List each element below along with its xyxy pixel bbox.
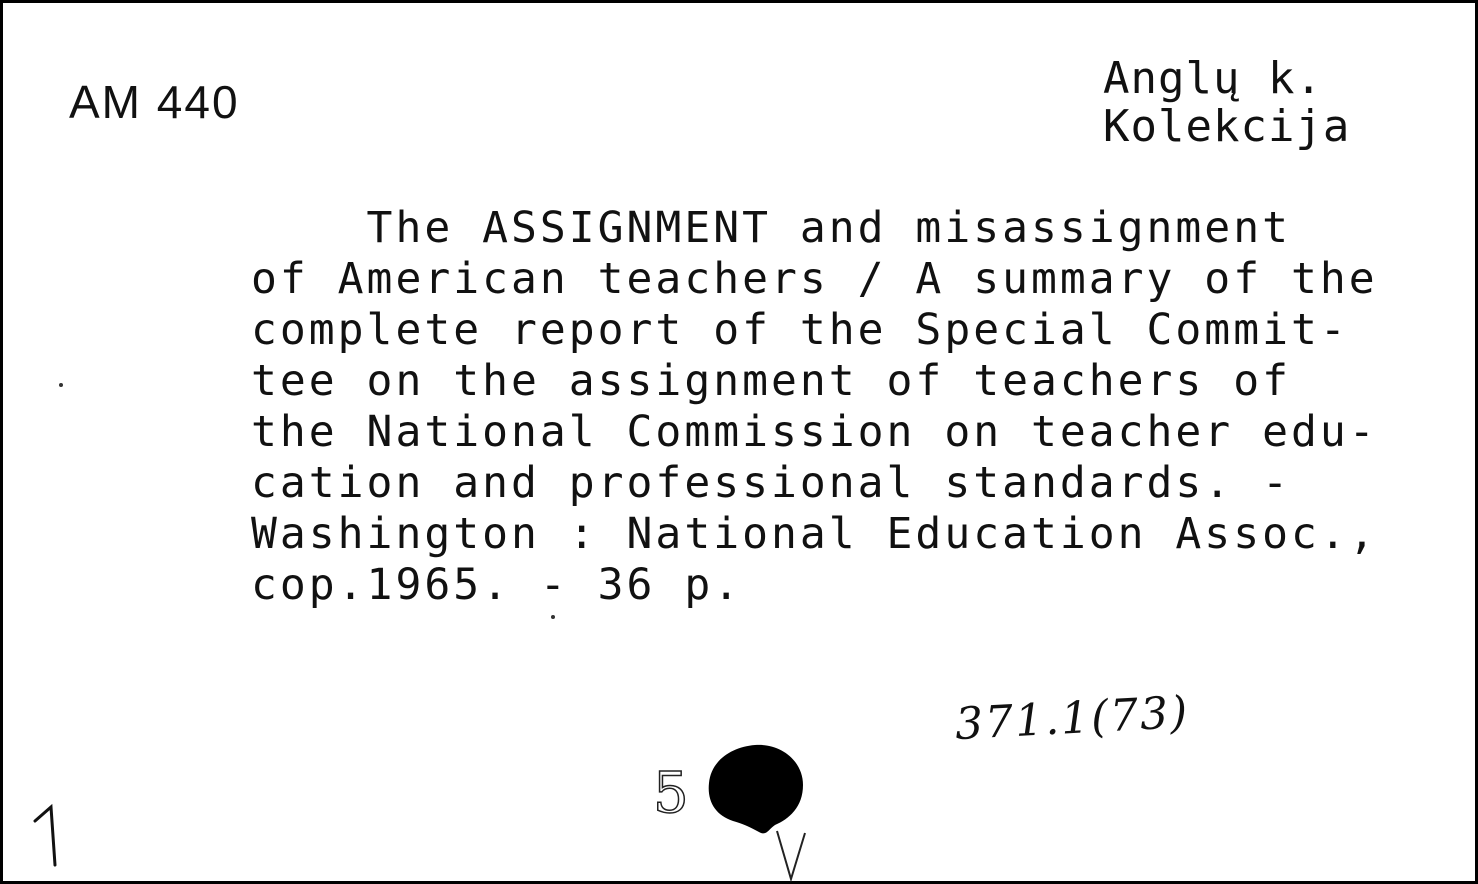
ink-blot-icon [703,741,807,837]
entry-line: cation and professional standards. - [251,458,1291,508]
collection-line-language: Anglų k. [1103,53,1323,104]
entry-line: of American teachers / A summary of the [251,254,1378,304]
bibliographic-entry [251,203,1451,611]
entry-line: cop.1965. - 36 p. [251,560,743,610]
speck [551,615,555,619]
check-mark-v-icon [773,827,809,883]
call-number: AM 440 [69,76,240,128]
card-number-glyph [31,803,61,869]
classification-number: 371.1(73) [953,686,1191,751]
collection-label [1103,55,1350,151]
entry-line: Washington : National Education Assoc., [251,509,1378,559]
entry-line: the National Commission on teacher edu- [251,407,1378,457]
entry-line: The ASSIGNMENT and misassignment [251,203,1291,253]
speck [59,383,63,387]
collection-line-collection: Kolekcija [1103,101,1351,152]
copy-number: 5 [653,761,689,826]
entry-line: tee on the assignment of teachers of [251,356,1291,406]
entry-line: complete report of the Special Commit- [251,305,1349,355]
